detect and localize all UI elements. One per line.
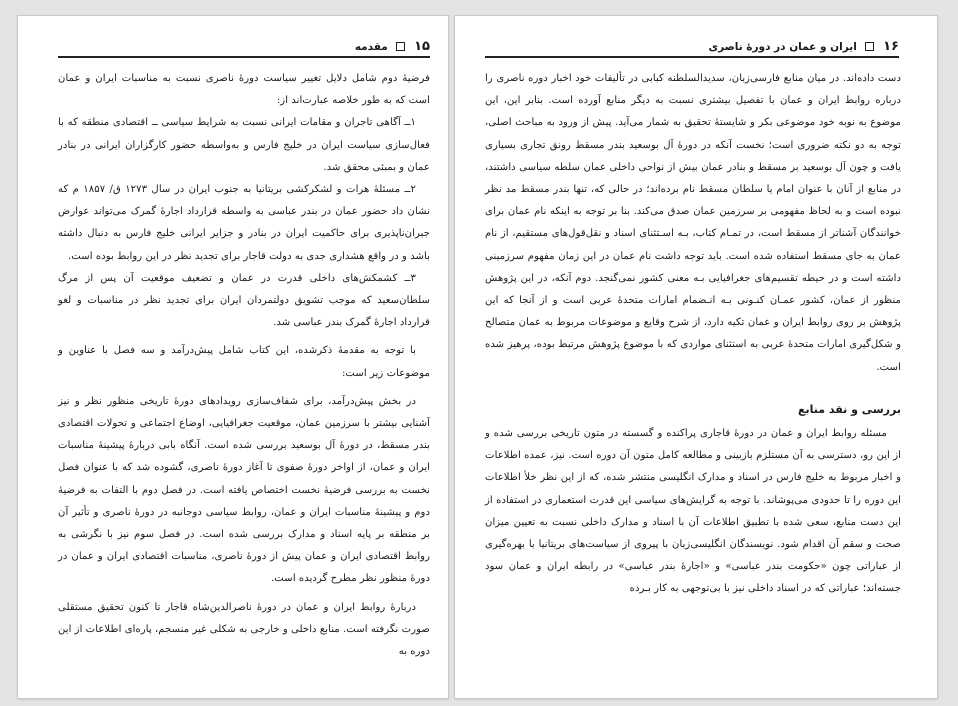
right-page (455, 16, 937, 698)
paragraph: فرضیهٔ دوم شامل دلایل تغییر سیاست دورهٔ ناصری نسبت به مناسبات ایران و عمان است که به طور خلاصه عبارت‌اند از: (58, 73, 430, 107)
paragraph: ۳ــ کشمکش‌های داخلی قدرت در عمان و تضعیف موقعیت آن پس از مرگ سلطان‌سعید که موجب تشویق دولتمردان ایران برای تجدید نظر در مناسبات و لغو قرارداد اجارهٔ گمرک بندر عباسی شد. (58, 272, 430, 329)
paragraph: دست داده‌اند. در میان منابع فارسی‌زبان، سدیدالسلطنه کبابی در تألیفات خود اخبار دوره ناصری را درباره روابط ایران و عمان با تفصیل بیشتری نسبت به دیگر منابع آورده است. بنابر این، این موضوع به نوبه خود موضوعی بکر و شایستهٔ تحقیق به شمار می‌آید. پیش از ورود به مباحث اصلی، توجه به دو نکته ضروری است؛ نخست آنکه در دورهٔ آل بوسعید بندر مسقط رونق تجاری بسیاری یافت و چون آل بوسعید بر مسقط و بنادر عمان بیش از نواحی داخلی عمان سلطه سیاسی داشتند، در منابع از آنان با عنوان امام یا سلطان مسقط نام برده‌اند؛ در حالی که، تنها بندر مسقط مد نظر نبوده است و به لحاظ مفهومی بر سرزمین عمان صدق می‌کند. بنا بر توجه به اینکه نام عمان برای خوانندگان آشناتر از مسقط است، در تمـام کتاب، بـه اسـتثنای اسناد و نقل‌قول‌های مستقیم، از نام عمان به جای مسقط استفاده شده است. باید توجه داشت نام عمان در این زمان مفهوم سرزمینی داشته است و در حیطه تقسیم‌های جغرافیایی بـه معنی کشور نمی‌گنجد. دوم آنکه، در این پژوهش منظور از عمان، کشور عمـان کنـونی بـه انـضمام امارات متحدهٔ عربی است و از آنجا که این پژوهش بر روی روابط ایران و عمان تکیه دارد، از شرح وقایع و موضوعات مربوط به عمان متصالح و شکل‌گیری امارات متحدهٔ عربی به استثنای مواردی که با موضوع پژوهش مرتبط بوده، پرهیز شده است. (485, 73, 901, 373)
right-running-head-title (708, 39, 899, 54)
left-page (18, 16, 448, 698)
right-running-head (485, 36, 899, 58)
left-running-head-title (355, 39, 430, 54)
square-ornament-icon (865, 42, 874, 51)
paragraph: دربارهٔ روابط ایران و عمان در دورهٔ ناصرالدین‌شاه قاجار تا کنون تحقیق مستقلی صورت نگرفته است. منابع داخلی و خارجی به شکلی غیر منسجم، پاره‌ای اطلاعات از این دوره به (58, 601, 430, 658)
right-running-head-label: ایران و عمان در دورهٔ ناصری (708, 40, 857, 53)
paragraph: ۱ــ آگاهی تاجران و مقامات ایرانی نسبت به شرایط سیاسی ــ اقتصادی منطقه که با فعال‌سازی سیاست ایران در خلیج فارس و به‌واسطه حضور کارگزاران ایرانی در بنادر عمان و بمبئی محقق شد. (58, 117, 430, 173)
paragraph: مسئله روابط ایران و عمان در دورهٔ قاجاری پراکنده و گسسته در متون تاریخی بررسی شده و از این رو، دسترسی به آن مستلزم بازبینی و مطالعه کامل متون آن دوره است. نیز، عمده اطلاعات و اخبار مربوط به خلیج فارس در اسناد و مدارک انگلیسی منتشر شده، که از این نظر خلأ اطلاعات این دوره را تا حدودی می‌پوشاند. با توجه به گرایش‌های سیاسی این قدرت استعماری در استفاده از این دست منابع، سعی شده با تطبیق اطلاعات آن با اسناد و مدارک داخلی نسبت به تعیین میزان صحت و سقم آن اقدام شود. نویسندگان انگلیسی‌زبان با پیروی از سیاست‌های بریتانیا با بهره‌گیری از عباراتی چون «حکومت بندر عباسی» و «اجارهٔ بندر عباسی» در رابطه ایران و عمان سود جسته‌اند؛ عباراتی که در اسناد داخلی نیز با بی‌توجهی به کار بـرده (485, 428, 901, 595)
left-running-head (58, 36, 430, 58)
paragraph: با توجه به مقدمهٔ ذکرشده، این کتاب شامل پیش‌درآمد و سه فصل با عناوین و موضوعات زیر است: (58, 345, 430, 379)
paragraph: ۲ــ مسئلهٔ هرات و لشکرکشی بریتانیا به جنوب ایران در سال ۱۲۷۳ ق/ ۱۸۵۷ م که نشان داد حضور عمان در بندر عباسی به واسطه قرارداد اجارهٔ گمرک می‌تواند عوارض جبران‌ناپذیری برای حاکمیت ایران در بنادر و جزایر ایرانی خلیج فارس به دنبال داشته باشد و در واقع هشداری جدی به دولت قاجار برای تجدید نظر در این روابط بوده است. (58, 184, 430, 262)
left-running-head-label: مقدمه (354, 40, 388, 53)
square-ornament-icon (396, 42, 405, 51)
left-body-text (58, 68, 430, 663)
right-body-text (485, 68, 901, 601)
left-page-number: ۱۵ (414, 38, 430, 54)
section-heading: بررسی و نقد منابع (797, 402, 901, 416)
right-page-number: ۱۶ (883, 38, 899, 54)
paragraph: در بخش پیش‌درآمد، برای شفاف‌سازی رویدادهای دورهٔ تاریخی منظور نظر و نیز آشنایی بیشتر با سرزمین عمان، موقعیت جغرافیایی، اوضاع اجتماعی و تحولات اقتصادی بندر مسقط، در دورهٔ آل بوسعید بررسی شده است. آنگاه بابی دربارهٔ پیشینهٔ مناسبات ایران و عمان، از اواخر دورهٔ صفوی تا آغاز دورهٔ ناصری، گشوده شد که با عنوان فصل نخست به بررسی فرضیهٔ نخست اختصاص یافته است. در فصل دوم با التفات به فرضیهٔ دوم و پیشینهٔ مناسبات ایران و عمان، روابط سیاسی دوجانبه در دورهٔ ناصری و تأثیر آن بر منطقه بر پایه اسناد و مدارک بررسی شده است. در فصل سوم نیز با نگرشی به روابط اقتصادی ایران و عمان پیش از دورهٔ ناصری، مناسبات اقتصادی ایران و عمان در دورهٔ منظور نظر مطرح گردیده است. (58, 395, 430, 585)
